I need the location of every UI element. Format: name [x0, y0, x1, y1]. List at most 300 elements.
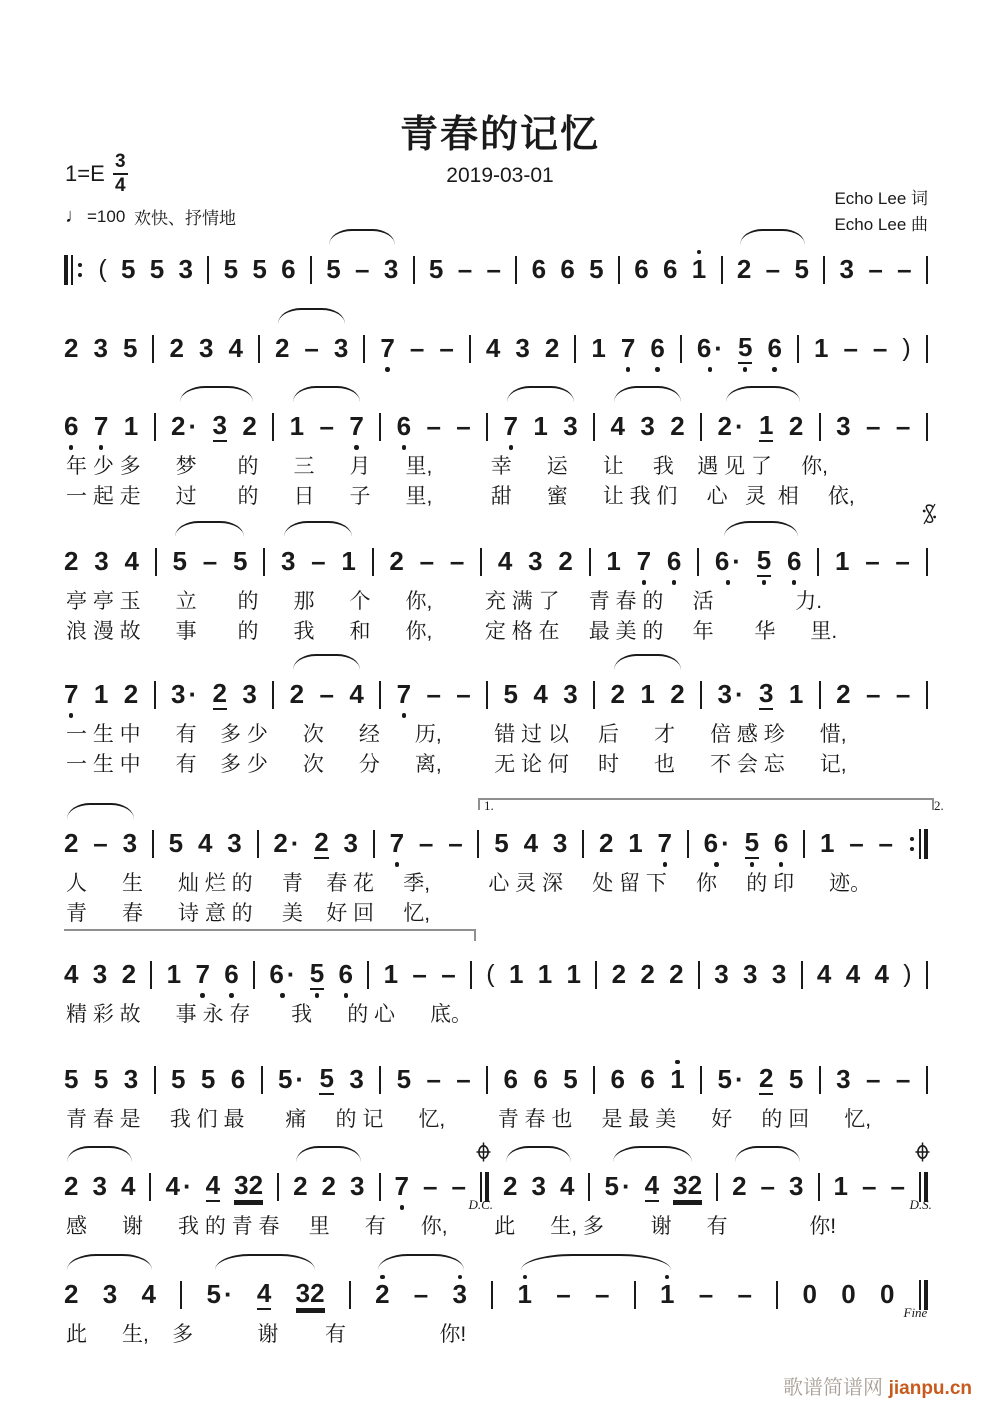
dash-glyph: –	[897, 254, 912, 284]
token-body	[669, 959, 683, 990]
token-body	[171, 679, 197, 710]
dash-note	[355, 245, 369, 298]
token-body	[441, 959, 455, 990]
token-body	[874, 959, 888, 990]
barline	[801, 950, 803, 1003]
dash-note	[412, 950, 426, 1003]
barline	[687, 819, 689, 872]
barline-stroke	[687, 830, 689, 858]
note	[93, 950, 107, 1003]
note	[670, 1055, 684, 1108]
token-body	[868, 254, 882, 285]
end-repeat-sign	[908, 819, 928, 872]
note-body	[738, 333, 752, 364]
note	[275, 324, 289, 377]
score-line-4	[64, 511, 928, 647]
token-body	[395, 1171, 409, 1202]
dash-glyph: –	[878, 828, 893, 858]
barline	[480, 537, 482, 590]
note	[604, 1162, 630, 1215]
note-digit: 2	[64, 546, 79, 576]
token-body	[866, 411, 880, 442]
note	[64, 402, 78, 455]
note	[714, 950, 728, 1003]
dash-note	[426, 1055, 440, 1108]
note-body	[670, 412, 684, 441]
barline-stroke	[926, 548, 928, 576]
note-body	[692, 255, 706, 284]
dash-glyph: –	[556, 1279, 571, 1309]
navigation-text: Fine	[903, 1305, 928, 1320]
note	[64, 670, 78, 723]
note-row	[64, 644, 928, 720]
dash-note	[897, 245, 911, 298]
note-body	[231, 1065, 245, 1094]
token-body	[717, 1064, 743, 1095]
note-body	[64, 547, 78, 576]
barline	[926, 950, 928, 1003]
token-body	[841, 1279, 855, 1310]
note	[704, 819, 730, 872]
note-body	[836, 412, 850, 441]
dash-glyph: –	[865, 411, 881, 441]
note-digit: 1	[537, 959, 553, 989]
token-body	[645, 1171, 659, 1202]
token-body	[801, 959, 803, 990]
barline	[593, 670, 595, 723]
note	[692, 245, 706, 298]
note-body	[429, 255, 443, 284]
slur-arc	[67, 1146, 132, 1162]
note-body	[611, 680, 625, 709]
score-line-9	[64, 1136, 932, 1242]
octave-dot-slot-bottom	[726, 577, 731, 590]
note-digit: 3	[743, 959, 758, 989]
octave-dot	[750, 862, 755, 867]
note-body	[64, 334, 78, 363]
token-body	[93, 959, 107, 990]
token-body	[155, 546, 157, 577]
token-body	[486, 411, 488, 442]
note-body	[509, 960, 523, 989]
slur-arc	[293, 386, 360, 402]
token-body	[532, 254, 546, 285]
note-digit: 0	[802, 1279, 817, 1309]
token-body	[152, 333, 154, 364]
note-body	[717, 412, 743, 441]
note-digit: 4	[874, 959, 889, 989]
token-body	[355, 254, 369, 285]
note-digit: 3	[349, 1064, 364, 1094]
barline	[515, 245, 517, 298]
note-body	[397, 680, 411, 709]
note-digit: 6	[663, 254, 678, 284]
token-body	[206, 1279, 232, 1310]
note	[715, 537, 741, 590]
note-digit: 5	[737, 332, 753, 362]
token-body	[150, 959, 152, 990]
dash-glyph: –	[890, 1171, 905, 1201]
barline	[595, 950, 597, 1003]
song-title: 青春的记忆	[399, 114, 600, 156]
note-digit: 2	[610, 679, 625, 709]
token-body	[715, 546, 741, 577]
note-digit: 5	[64, 1064, 79, 1094]
token-body	[439, 333, 453, 364]
token-body	[456, 1064, 470, 1095]
barline-stroke	[154, 1066, 156, 1094]
note	[697, 324, 723, 377]
note-digit: 5	[563, 1064, 578, 1094]
token-body	[866, 679, 880, 710]
dash-note	[896, 1055, 910, 1108]
barline	[716, 1162, 718, 1215]
note	[93, 324, 107, 377]
note-body	[563, 1065, 577, 1094]
note	[389, 537, 403, 590]
dash-glyph: –	[456, 411, 471, 441]
dash-glyph: –	[862, 1171, 877, 1201]
note	[640, 402, 654, 455]
note	[814, 324, 828, 377]
token-body	[379, 1171, 381, 1202]
note-body	[384, 255, 398, 284]
token-body	[634, 1279, 636, 1310]
dash-note	[895, 537, 909, 590]
token-body	[794, 254, 808, 285]
token-body	[896, 679, 910, 710]
token-body	[339, 959, 353, 990]
note-body	[165, 1172, 191, 1201]
dash-glyph: –	[451, 1171, 466, 1201]
token-body	[319, 411, 333, 442]
note	[874, 950, 888, 1003]
barline-stroke	[618, 256, 620, 284]
barline	[926, 324, 928, 377]
note-body	[732, 1172, 746, 1201]
barline	[180, 1270, 182, 1323]
segno-icon	[922, 503, 937, 525]
note-digit: 6	[703, 828, 719, 858]
barline-stroke	[154, 413, 156, 441]
token-body	[738, 333, 752, 364]
note-digit: 6	[224, 959, 239, 989]
note-digit: 4	[120, 1171, 136, 1201]
token-body	[349, 411, 363, 442]
dash-note	[866, 1055, 880, 1108]
note	[533, 1055, 547, 1108]
dash-note	[595, 1270, 609, 1323]
barline-stroke	[152, 830, 154, 858]
token-body	[384, 254, 398, 285]
note-digit: 1	[606, 546, 621, 576]
barline	[152, 324, 154, 377]
token-body	[533, 1064, 547, 1095]
note	[759, 402, 773, 455]
barline-stroke	[700, 1066, 702, 1094]
slur-arc	[296, 1146, 361, 1162]
token-body	[269, 959, 295, 990]
note-body	[640, 960, 654, 989]
note-digit: 4	[845, 959, 861, 989]
dash-note	[699, 1270, 713, 1323]
barline-stroke	[477, 830, 479, 858]
note	[273, 819, 299, 872]
augmentation-dot: ·	[188, 411, 198, 441]
note-body	[532, 255, 546, 284]
note	[199, 324, 213, 377]
dash-glyph: –	[426, 411, 441, 441]
token-body	[498, 546, 512, 577]
note-body	[745, 828, 759, 859]
token-body	[311, 546, 325, 577]
note-body	[504, 680, 518, 709]
note-digit: 2	[321, 1171, 337, 1201]
note-digit: 6	[531, 254, 547, 284]
note	[599, 819, 613, 872]
dot	[910, 847, 914, 851]
token-body	[367, 959, 369, 990]
octave-dot-slot-bottom	[642, 577, 647, 590]
thick-stroke	[924, 829, 928, 859]
dash-note	[556, 1270, 570, 1323]
octave-dot-slot-bottom	[400, 1202, 405, 1215]
token-body	[123, 828, 137, 859]
octave-dot	[395, 862, 400, 867]
note-body	[717, 1065, 743, 1094]
note-body	[124, 412, 138, 441]
watermark-url-link[interactable]: jianpu.cn	[888, 1378, 972, 1399]
token-body	[896, 411, 910, 442]
note	[334, 324, 348, 377]
token-body	[634, 254, 648, 285]
octave-dot-slot-bottom	[792, 577, 797, 590]
note-body	[817, 960, 831, 989]
note-digit: 1	[123, 411, 139, 441]
note	[663, 245, 677, 298]
note	[228, 324, 242, 377]
note	[290, 402, 304, 455]
token-body	[373, 828, 375, 859]
token-body	[94, 546, 108, 577]
note-body	[150, 255, 164, 284]
slur-arc	[284, 521, 352, 537]
note	[397, 1055, 411, 1108]
note-digit: 2	[170, 411, 186, 441]
slur-arc	[507, 386, 574, 402]
token-body	[98, 254, 106, 285]
dash-glyph: –	[895, 411, 911, 441]
note-body	[290, 680, 304, 709]
token-body	[242, 411, 256, 442]
note-body	[228, 334, 242, 363]
note-body	[179, 255, 193, 284]
barline	[152, 819, 154, 872]
dash-glyph: –	[409, 333, 425, 363]
dash-glyph: –	[202, 546, 218, 576]
note-body	[560, 255, 574, 284]
token-body	[379, 679, 381, 710]
barline	[819, 1055, 821, 1108]
note-digit: 7	[380, 333, 395, 363]
note-digit: 2	[64, 1279, 79, 1309]
note-body	[278, 1065, 304, 1094]
barline-stroke	[310, 256, 312, 284]
barline	[776, 1270, 778, 1323]
token-body	[767, 333, 781, 364]
note-digit: 5	[168, 828, 184, 858]
note-body	[533, 680, 547, 709]
note	[234, 1162, 263, 1215]
lyrics-row-2: 一 生 中 有 多 少 次 分 离, 无 论 何 时 也 不 会 忘 记,	[66, 753, 847, 776]
note-row	[64, 376, 928, 452]
token-body	[761, 1171, 775, 1202]
note-body	[224, 960, 238, 989]
barline-stroke	[819, 681, 821, 709]
token-body	[257, 828, 259, 859]
note-body	[524, 829, 538, 858]
note-digit: 2	[598, 828, 614, 858]
token-body	[595, 1279, 609, 1310]
note-body	[64, 1065, 78, 1094]
coda-mark	[915, 1142, 930, 1167]
dash-note	[452, 1162, 466, 1215]
note-body	[820, 829, 834, 858]
note	[611, 670, 625, 723]
token-body	[553, 828, 567, 859]
barline	[680, 324, 682, 377]
token-body	[231, 1064, 245, 1095]
note-digit: 5	[494, 828, 509, 858]
token-body	[595, 959, 597, 990]
token-body	[591, 333, 605, 364]
note-digit: 6	[230, 1064, 246, 1094]
token-body	[319, 679, 333, 710]
note-digit: 3	[836, 411, 851, 441]
token-body	[450, 546, 464, 577]
slur-arc	[613, 1146, 692, 1162]
note-body	[281, 547, 295, 576]
token-body	[273, 828, 299, 859]
note-digit: 3	[552, 828, 568, 858]
dash-note	[426, 670, 440, 723]
octave-dot-slot-bottom	[762, 577, 767, 590]
note-digit: 4	[197, 828, 213, 858]
note	[64, 950, 78, 1003]
token-body	[737, 254, 751, 285]
note-digit: 7	[195, 959, 210, 989]
tempo-value: =100	[87, 206, 126, 226]
octave-dot-slot-top	[458, 1270, 463, 1279]
note-digit: 5	[717, 1064, 732, 1094]
dash-note	[766, 245, 780, 298]
note-digit: 7	[93, 411, 109, 441]
token-body	[545, 333, 559, 364]
augmentation-dot: ·	[721, 828, 730, 858]
token-body	[745, 828, 759, 859]
dash-glyph: –	[423, 1171, 438, 1201]
token-body	[504, 1064, 518, 1095]
dash-glyph: –	[865, 679, 881, 709]
note	[227, 819, 241, 872]
note-body	[650, 334, 664, 363]
note-digit: 2	[169, 333, 184, 363]
augmentation-dot: ·	[734, 1064, 744, 1094]
token-body	[350, 1171, 364, 1202]
dash-note	[93, 819, 107, 872]
token-body	[582, 828, 584, 859]
octave-dot-slot-top	[380, 1270, 385, 1279]
note-digit: 5	[149, 254, 165, 284]
token-body	[149, 1171, 151, 1202]
note	[141, 1270, 155, 1323]
augmentation-dot: ·	[295, 1064, 305, 1094]
barline	[413, 245, 415, 298]
note	[224, 950, 238, 1003]
slur-arc	[506, 1146, 571, 1162]
note-body	[640, 680, 654, 709]
barline-stroke	[155, 548, 157, 576]
token-body	[296, 1279, 325, 1310]
augmentation-dot: ·	[223, 1279, 233, 1309]
lyrics-row-1: 青 春 是 我 们 最 痛 的 记 忆, 青 春 也 是 最 美 好 的 回 忆,	[66, 1108, 872, 1131]
barline	[258, 324, 260, 377]
note-digit: 2	[503, 1171, 518, 1201]
quarter-note-icon: ♩	[65, 205, 85, 227]
barline-stroke	[926, 961, 928, 989]
note	[637, 537, 651, 590]
token-body	[122, 959, 136, 990]
note-digit: 2	[212, 678, 227, 708]
barline-stroke	[697, 548, 699, 576]
octave-dot-slot-bottom	[672, 577, 677, 590]
note-body	[453, 1280, 467, 1309]
token-body	[349, 1064, 363, 1095]
token-body	[658, 828, 672, 859]
note-digit: 2	[670, 411, 685, 441]
dash-note	[866, 670, 880, 723]
note	[171, 402, 197, 455]
note-body	[94, 680, 108, 709]
token-body	[515, 333, 529, 364]
token-body	[895, 546, 909, 577]
note	[836, 1055, 850, 1108]
token-body	[491, 1279, 493, 1310]
token-body	[818, 1171, 820, 1202]
note-body	[787, 547, 801, 576]
dash-note	[891, 1162, 905, 1215]
barline-stroke	[150, 961, 152, 989]
note-digit: 4	[64, 959, 79, 989]
barline	[367, 950, 369, 1003]
token-body	[172, 546, 186, 577]
token-body	[165, 1171, 191, 1202]
note	[504, 402, 518, 455]
note-body	[528, 547, 542, 576]
token-body	[611, 411, 625, 442]
octave-dot-slot-bottom	[750, 859, 755, 872]
parenthesis	[903, 950, 911, 1003]
token-body	[717, 411, 743, 442]
token-body	[589, 254, 603, 285]
note-digit: 1	[691, 254, 707, 284]
note-body	[293, 1172, 307, 1201]
score	[64, 0, 944, 1360]
note	[759, 670, 773, 723]
token-body	[817, 959, 831, 990]
token-body	[477, 828, 479, 859]
note-body	[697, 334, 723, 363]
